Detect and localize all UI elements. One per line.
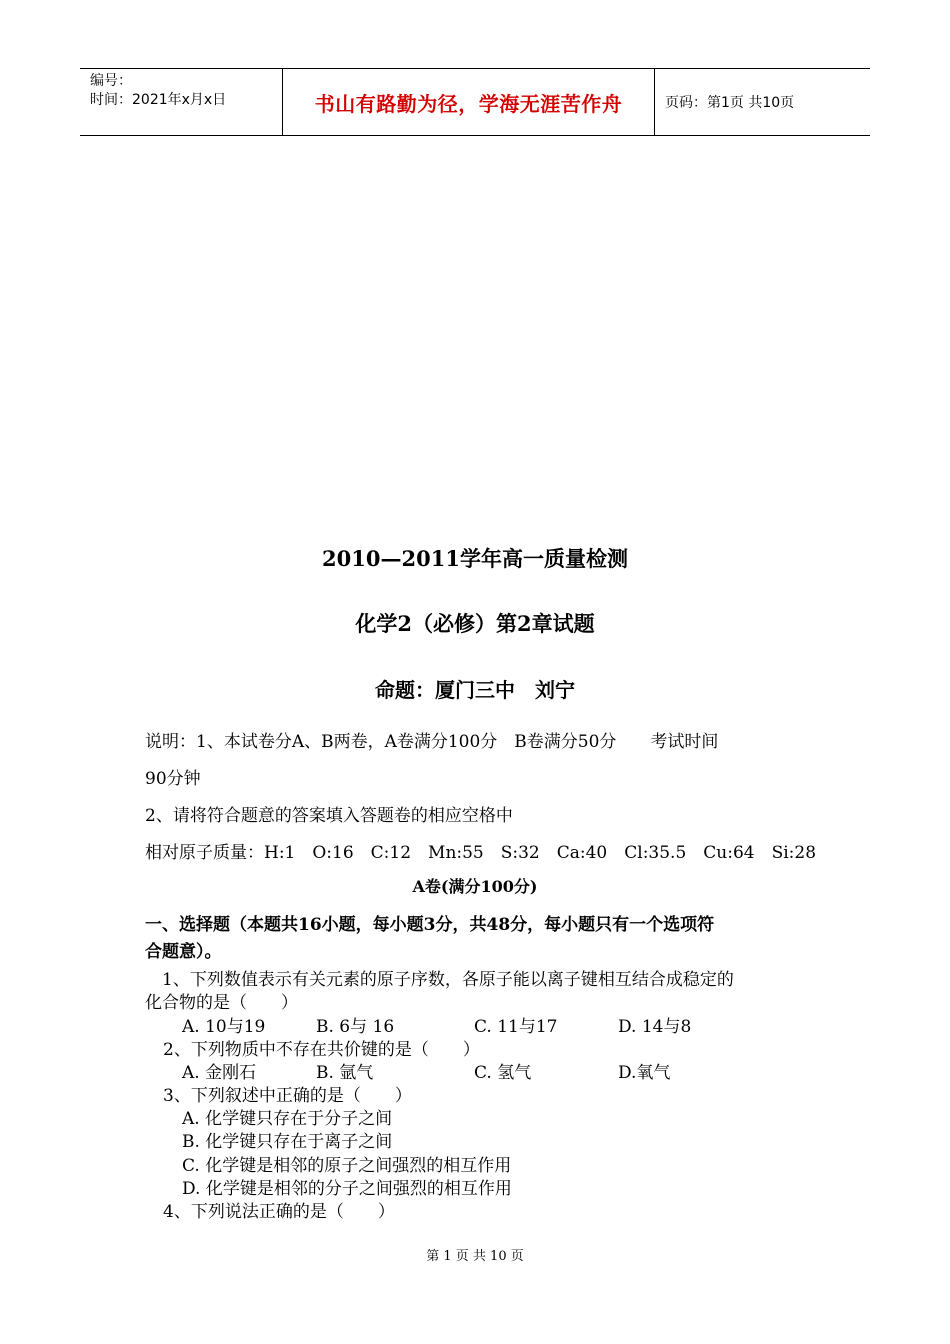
q1-line-2: 化合物的是（ ） <box>145 993 298 1013</box>
instruction-line-3: 2、请将符合题意的答案填入答题卷的相应空格中 <box>145 806 513 826</box>
part1-heading-line-1: 一、选择题（本题共16小题，每小题3分，共48分，每小题只有一个选项符 <box>145 915 715 935</box>
part1-heading-line-2: 合题意）。 <box>145 942 222 962</box>
doc-title: 2010—2011学年高一质量检测 <box>322 546 628 571</box>
q3-option-b: B. 化学键只存在于离子之间 <box>182 1132 393 1152</box>
q1-option-c: C. 11与17 <box>474 1017 558 1037</box>
header-page-info: 页码：第1页 共10页 <box>665 95 795 111</box>
header-time-label: 时间：2021年x月x日 <box>90 92 227 108</box>
page-footer: 第 1 页 共 10 页 <box>426 1249 524 1264</box>
q3-stem: 3、下列叙述中正确的是（ ） <box>163 1086 412 1106</box>
q3-option-d: D. 化学键是相邻的分子之间强烈的相互作用 <box>182 1179 512 1199</box>
q2-stem: 2、下列物质中不存在共价键的是（ ） <box>163 1040 480 1060</box>
instruction-line-1: 说明：1、本试卷分A、B两卷，A卷满分100分 B卷满分50分 考试时间 <box>145 732 719 752</box>
header-motto: 书山有路勤为径，学海无涯苦作舟 <box>282 69 655 135</box>
q4-stem: 4、下列说法正确的是（ ） <box>163 1202 395 1222</box>
q2-option-d: D.氧气 <box>618 1063 671 1083</box>
doc-subtitle: 化学2（必修）第2章试题 <box>355 611 595 636</box>
page-header <box>80 68 870 136</box>
q1-line-1: 1、下列数值表示有关元素的原子序数，各原子能以离子键相互结合成稳定的 <box>145 970 734 990</box>
q3-option-c: C. 化学键是相邻的原子之间强烈的相互作用 <box>182 1156 512 1176</box>
doc-author: 命题：厦门三中 刘宁 <box>375 678 575 702</box>
q1-option-a: A. 10与19 <box>182 1017 266 1037</box>
q3-option-a: A. 化学键只存在于分子之间 <box>182 1109 393 1129</box>
header-number-label: 编号： <box>90 73 132 89</box>
q1-option-b: B. 6与 16 <box>316 1017 395 1037</box>
q1-option-d: D. 14与8 <box>618 1017 692 1037</box>
section-a-title: A卷(满分100分) <box>412 877 538 896</box>
atomic-mass-line: 相对原子质量：H:1 O:16 C:12 Mn:55 S:32 Ca:40 Cl:35.5 Cu:64 Si:28 <box>145 843 817 863</box>
instruction-line-2: 90分钟 <box>145 769 201 789</box>
q2-option-a: A. 金刚石 <box>182 1063 257 1083</box>
q2-option-c: C. 氢气 <box>474 1063 532 1083</box>
header-meta <box>80 69 282 135</box>
q2-option-b: B. 氩气 <box>316 1063 374 1083</box>
